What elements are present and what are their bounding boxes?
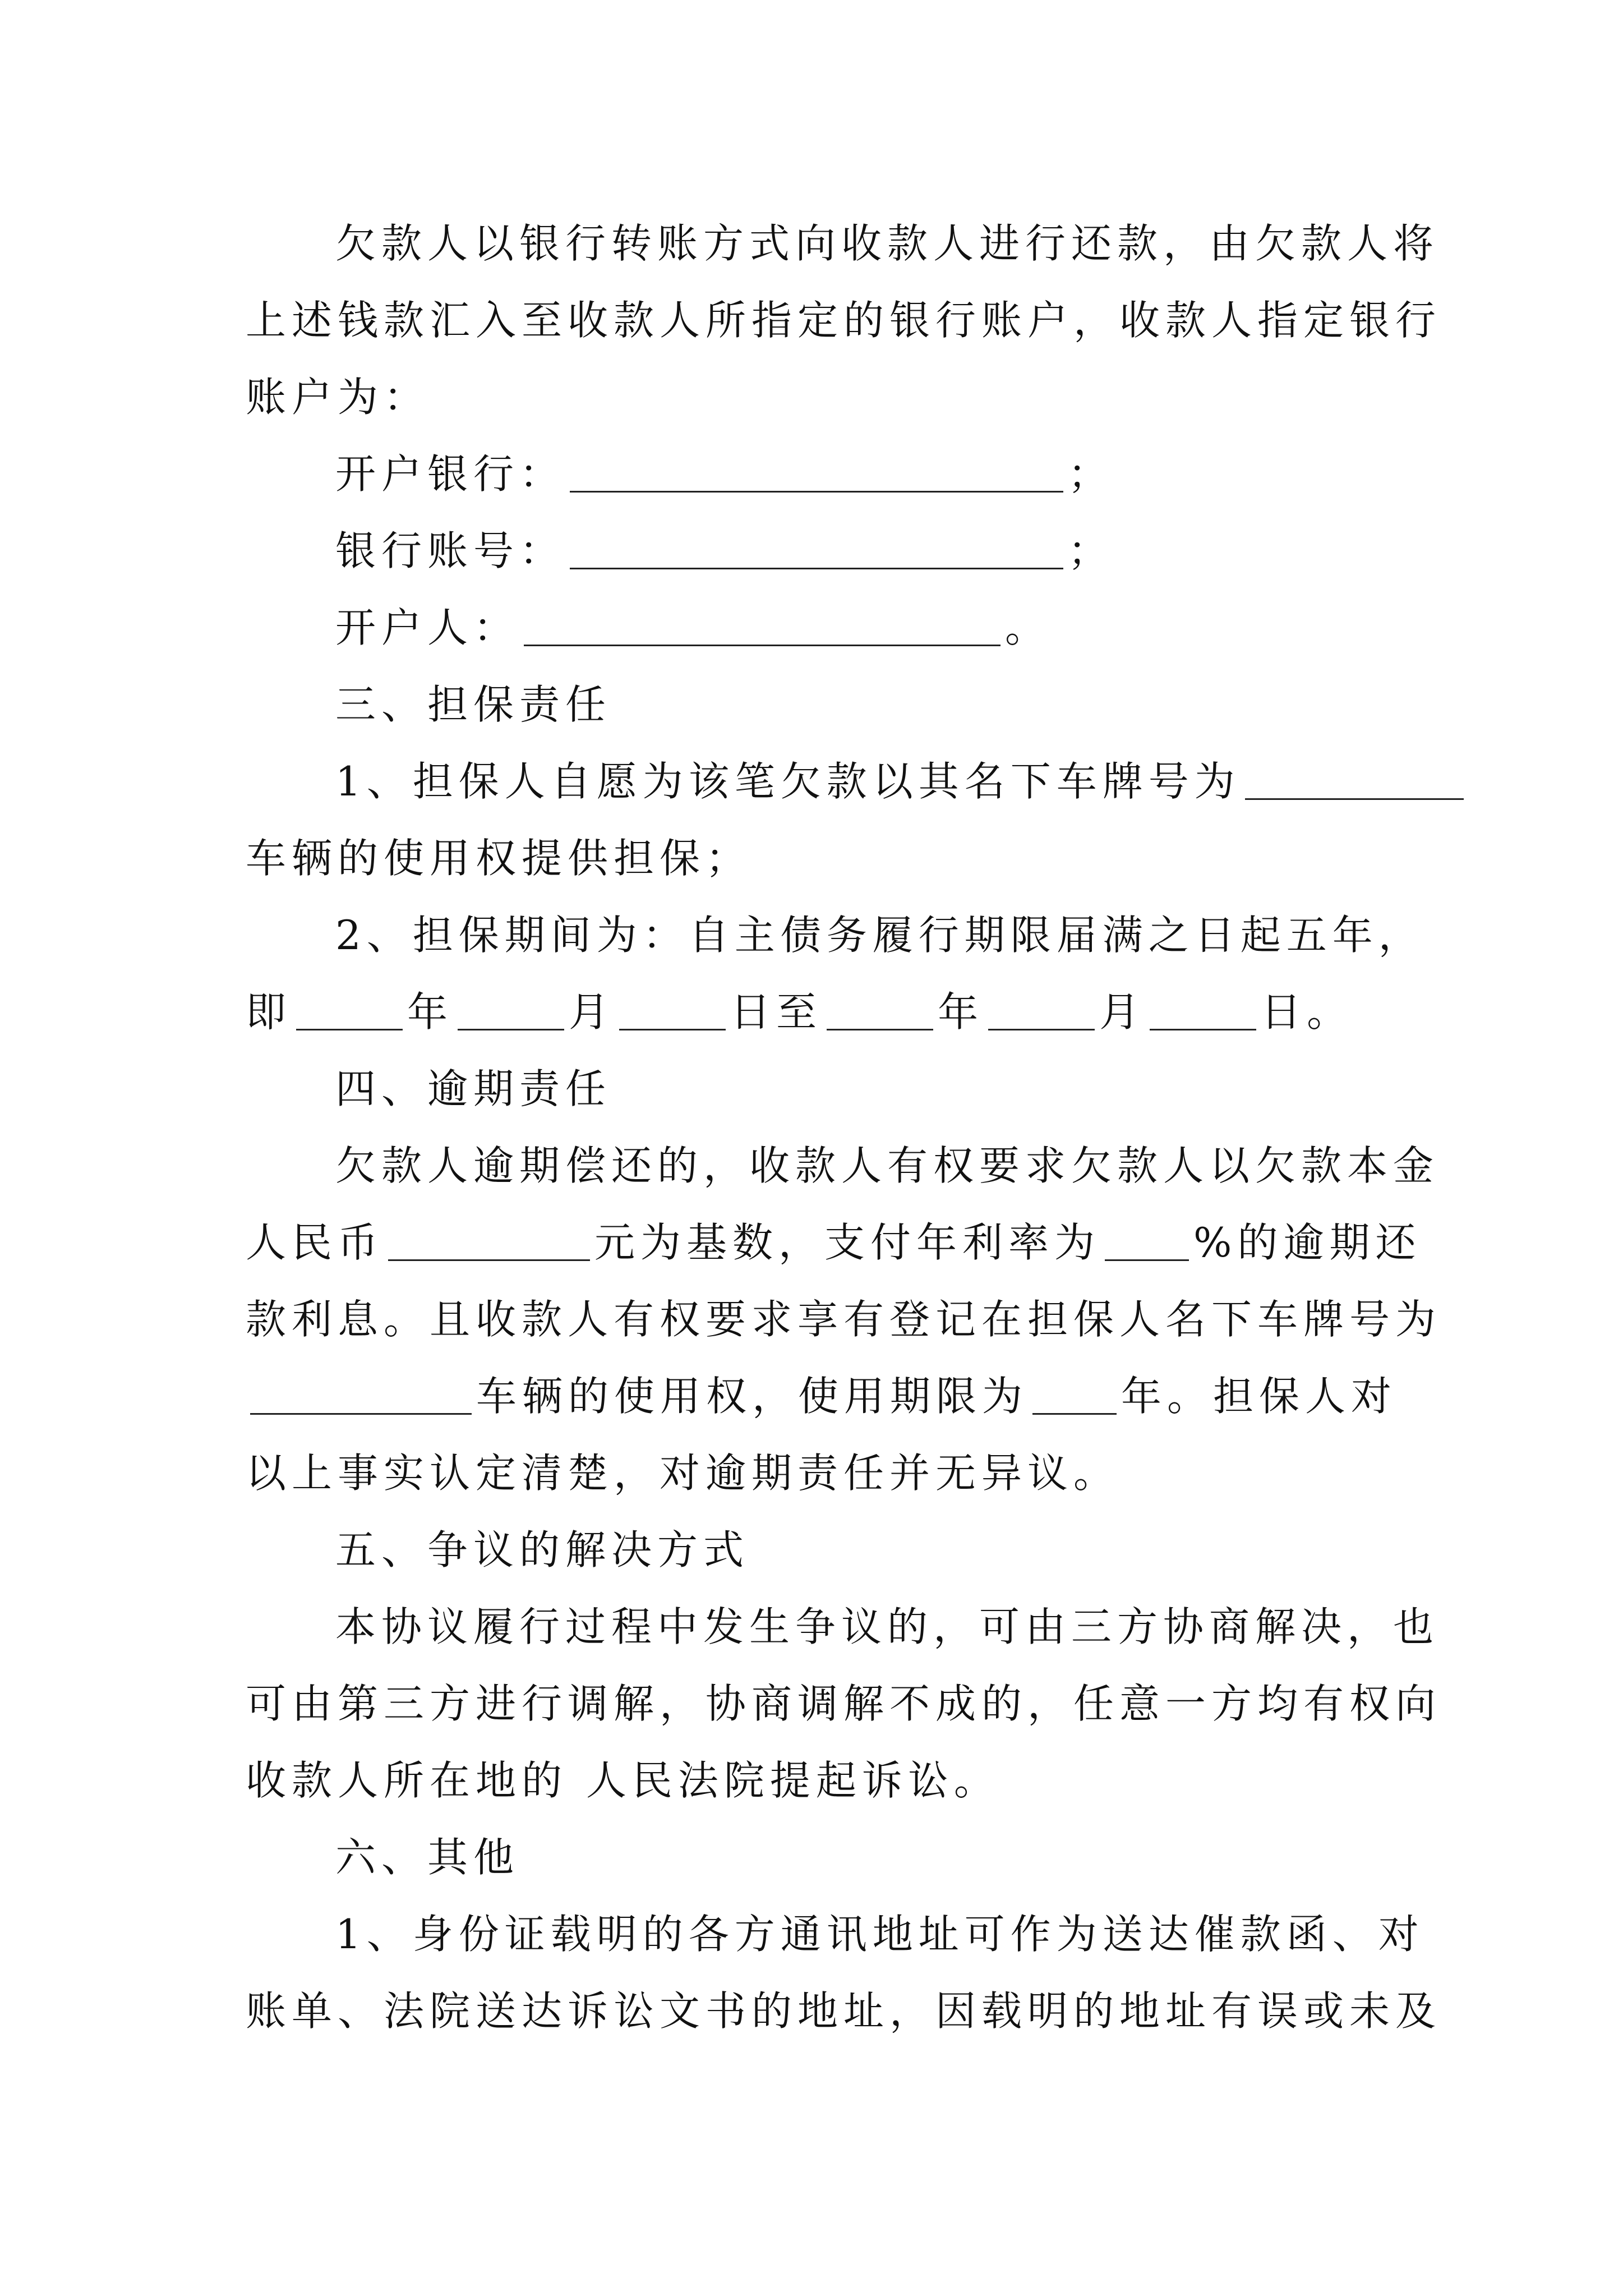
bank-name-label: 开户银行： xyxy=(335,450,566,498)
overdue-line-1: 欠款人逾期偿还的，收款人有权要求欠款人以欠款本金 xyxy=(335,1142,1440,1189)
guarantee-heading: 三、担保责任 xyxy=(335,681,612,728)
payment-method-line-3: 账户为： xyxy=(246,374,430,421)
overdue-rate-suffix: %的逾期还 xyxy=(1193,1219,1422,1266)
end-year-blank xyxy=(827,983,933,1030)
start-year-label: 年 xyxy=(407,988,454,1036)
end-month-blank xyxy=(988,983,1095,1030)
end-day-blank xyxy=(1150,983,1256,1030)
guarantee-item-1-line-2: 车辆的使用权提供担保； xyxy=(246,835,752,882)
bank-account-end: ； xyxy=(1068,527,1114,574)
payment-method-line-2: 上述钱款汇入至收款人所指定的银行账户，收款人指定银行 xyxy=(246,297,1442,344)
guarantee-item-2-line-1: 2、担保期间为：自主债务履行期限届满之日起五年， xyxy=(335,912,1424,959)
end-month-label: 月 xyxy=(1099,988,1146,1036)
account-holder-label: 开户人： xyxy=(335,604,520,651)
bank-name-row xyxy=(246,436,1377,513)
overdue-line-4 xyxy=(246,1358,1398,1435)
overdue-line-3: 款利息。且收款人有权要求享有登记在担保人名下车牌号为 xyxy=(246,1296,1442,1343)
start-day-to-label: 日至 xyxy=(730,988,823,1036)
guarantor-acknowledgement-start: 年。担保人对 xyxy=(1121,1373,1398,1420)
overdue-rate-text: 元为基数，支付年利率为 xyxy=(594,1219,1101,1266)
bank-account-blank xyxy=(570,522,1063,569)
vehicle-use-text: 车辆的使用权，使用期限为 xyxy=(476,1373,1029,1420)
dispute-line-3: 收款人所在地的 人民法院提起诉讼。 xyxy=(246,1757,1000,1804)
overdue-heading: 四、逾期责任 xyxy=(335,1065,612,1112)
guarantee-item-1-text: 1、担保人自愿为该笔欠款以其名下车牌号为 xyxy=(335,758,1241,805)
account-holder-end: 。 xyxy=(1005,604,1052,651)
guarantee-period-prefix: 即 xyxy=(246,988,292,1036)
guarantee-period-dates xyxy=(246,974,1377,1051)
bank-name-blank xyxy=(570,445,1063,493)
guarantee-item-1-line-1 xyxy=(246,743,1377,820)
principal-amount-blank xyxy=(388,1213,590,1261)
overdue-currency-text: 人民币 xyxy=(246,1219,384,1266)
document-content xyxy=(246,205,1442,2050)
other-heading: 六、其他 xyxy=(335,1834,520,1881)
dispute-line-2: 可由第三方进行调解，协商调解不成的，任意一方均有权向 xyxy=(246,1680,1442,1727)
plate-number-blank xyxy=(1245,752,1464,800)
overdue-line-2 xyxy=(246,1204,1422,1281)
overdue-line-5: 以上事实认定清楚，对逾期责任并无异议。 xyxy=(246,1450,1120,1497)
bank-account-label: 银行账号： xyxy=(335,527,566,574)
start-year-blank xyxy=(296,983,403,1030)
annual-rate-blank xyxy=(1105,1213,1189,1261)
payment-method-line-1: 欠款人以银行转账方式向收款人进行还款，由欠款人将 xyxy=(335,220,1440,267)
start-month-blank xyxy=(458,983,564,1030)
start-day-blank xyxy=(619,983,726,1030)
end-year-label: 年 xyxy=(938,988,984,1036)
overdue-plate-number-blank xyxy=(250,1367,472,1415)
dispute-heading: 五、争议的解决方式 xyxy=(335,1526,750,1573)
other-line-2: 账单、法院送达诉讼文书的地址，因载明的地址有误或未及 xyxy=(246,1987,1442,2035)
account-holder-blank xyxy=(524,599,1000,646)
end-day-label: 日。 xyxy=(1261,988,1353,1036)
other-line-1: 1、身份证载明的各方通讯地址可作为送达催款函、对 xyxy=(335,1911,1424,1958)
bank-account-row xyxy=(246,513,1377,590)
use-period-blank xyxy=(1032,1367,1117,1415)
bank-name-end: ； xyxy=(1068,450,1114,498)
account-holder-row xyxy=(246,590,1377,666)
start-month-label: 月 xyxy=(569,988,615,1036)
dispute-line-1: 本协议履行过程中发生争议的，可由三方协商解决，也 xyxy=(335,1603,1440,1650)
